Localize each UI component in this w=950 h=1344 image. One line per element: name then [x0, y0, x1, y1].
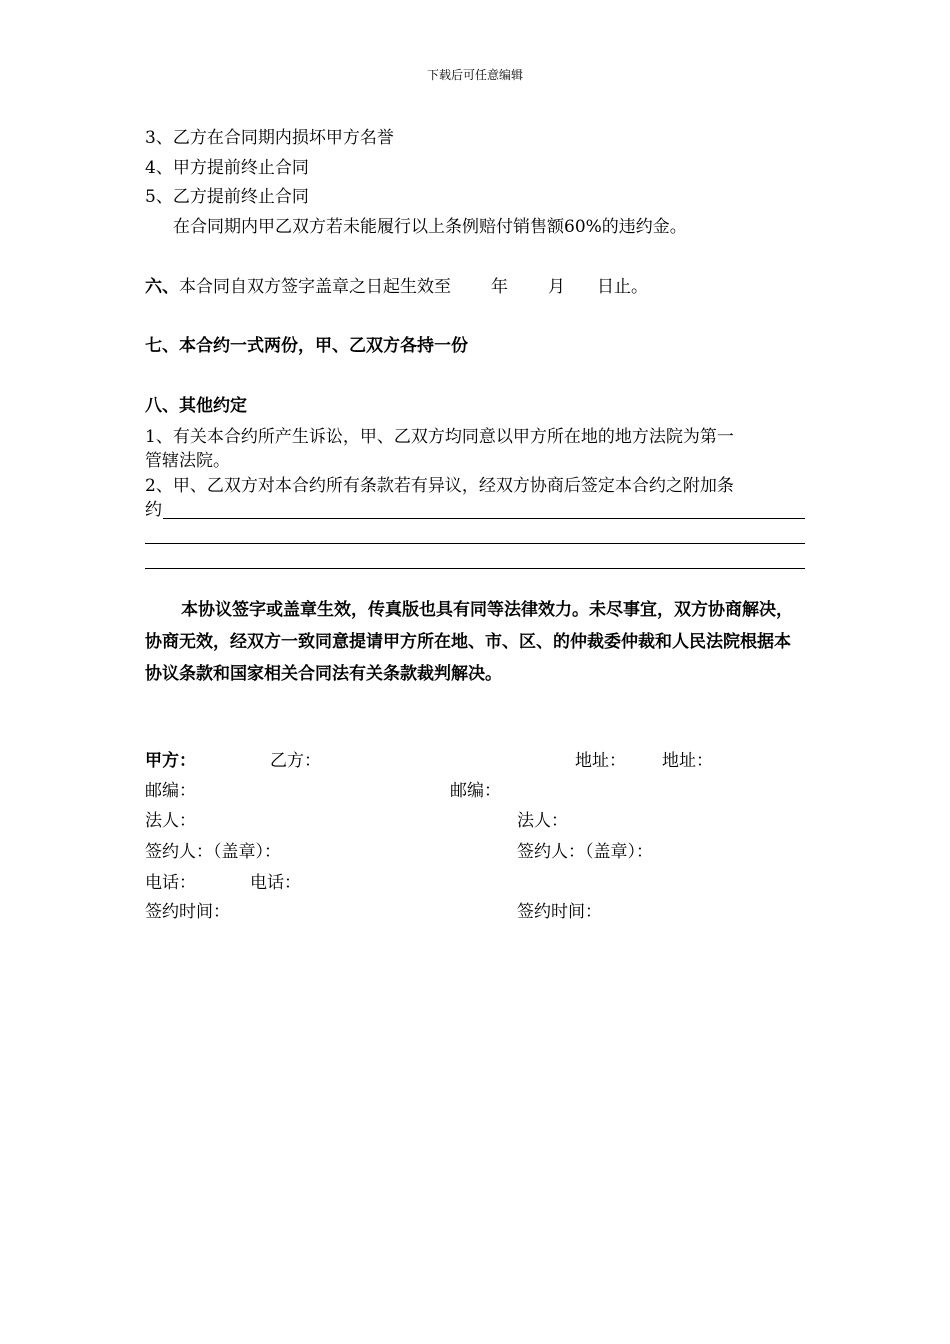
section-8-clause-2-line-1: 2、甲、乙双方对本合约所有条款若有异议，经双方协商后签定本合约之附加条: [145, 476, 734, 496]
penalty-text: 在合同期内甲乙双方若未能履行以上条例赔付销售额60%的违约金。: [173, 217, 687, 237]
legal-rep-a-label: 法人：: [145, 811, 196, 831]
section-7: 七、本合约一式两份，甲、乙双方各持一份: [145, 336, 468, 356]
address-a-label: 地址：: [575, 751, 626, 771]
phone-a-label: 电话：: [145, 873, 196, 893]
section-8-clause-1-line-1: 1、有关本合约所产生诉讼，甲、乙双方均同意以甲方所在地的地方法院为第一: [145, 427, 734, 447]
blank-line-1: [163, 518, 805, 519]
agreement-paragraph: 本协议签字或盖章生效，传真版也具有同等法律效力。未尽事宜，双方协商解决，协商无效，经双方一致同意提请甲方所在地、市、区、的仲裁委仲裁和人民法院根据本协议条款和国家相关合同法有关条款裁判解决。: [145, 600, 793, 684]
section-6: [145, 276, 648, 298]
end-month: 月: [548, 277, 565, 297]
end-year: 年: [491, 277, 508, 297]
sign-time-a-label: 签约时间：: [145, 902, 230, 922]
end-day: 日止。: [597, 277, 648, 297]
page-header: 下载后可任意编辑: [426, 68, 523, 82]
sign-time-b-label: 签约时间：: [517, 902, 602, 922]
legal-rep-b-label: 法人：: [517, 811, 568, 831]
section-8-title: 八、其他约定: [145, 396, 247, 416]
party-a-label: 甲方：: [145, 751, 196, 771]
section-6-number: 六、: [145, 277, 179, 297]
address-b-label: 地址：: [662, 751, 713, 771]
clause-item-3: 3、乙方在合同期内损坏甲方名誉: [145, 128, 394, 148]
section-6-text: 本合同自双方签字盖章之日起生效至: [179, 277, 451, 297]
signer-b-label: 签约人：（盖章）：: [517, 842, 653, 862]
clause-item-4: 4、甲方提前终止合同: [145, 158, 309, 178]
zip-a-label: 邮编：: [145, 781, 196, 801]
signer-a-label: 签约人：（盖章）：: [145, 842, 281, 862]
party-b-label: 乙方：: [270, 751, 321, 771]
blank-line-2: [145, 543, 805, 544]
phone-b-label: 电话：: [250, 873, 301, 893]
clause-item-5: 5、乙方提前终止合同: [145, 187, 309, 207]
section-8-clause-2-line-2: 约: [145, 500, 162, 520]
blank-line-3: [145, 568, 805, 569]
section-8-clause-1-line-2: 管辖法院。: [145, 451, 230, 471]
zip-b-label: 邮编：: [450, 781, 501, 801]
